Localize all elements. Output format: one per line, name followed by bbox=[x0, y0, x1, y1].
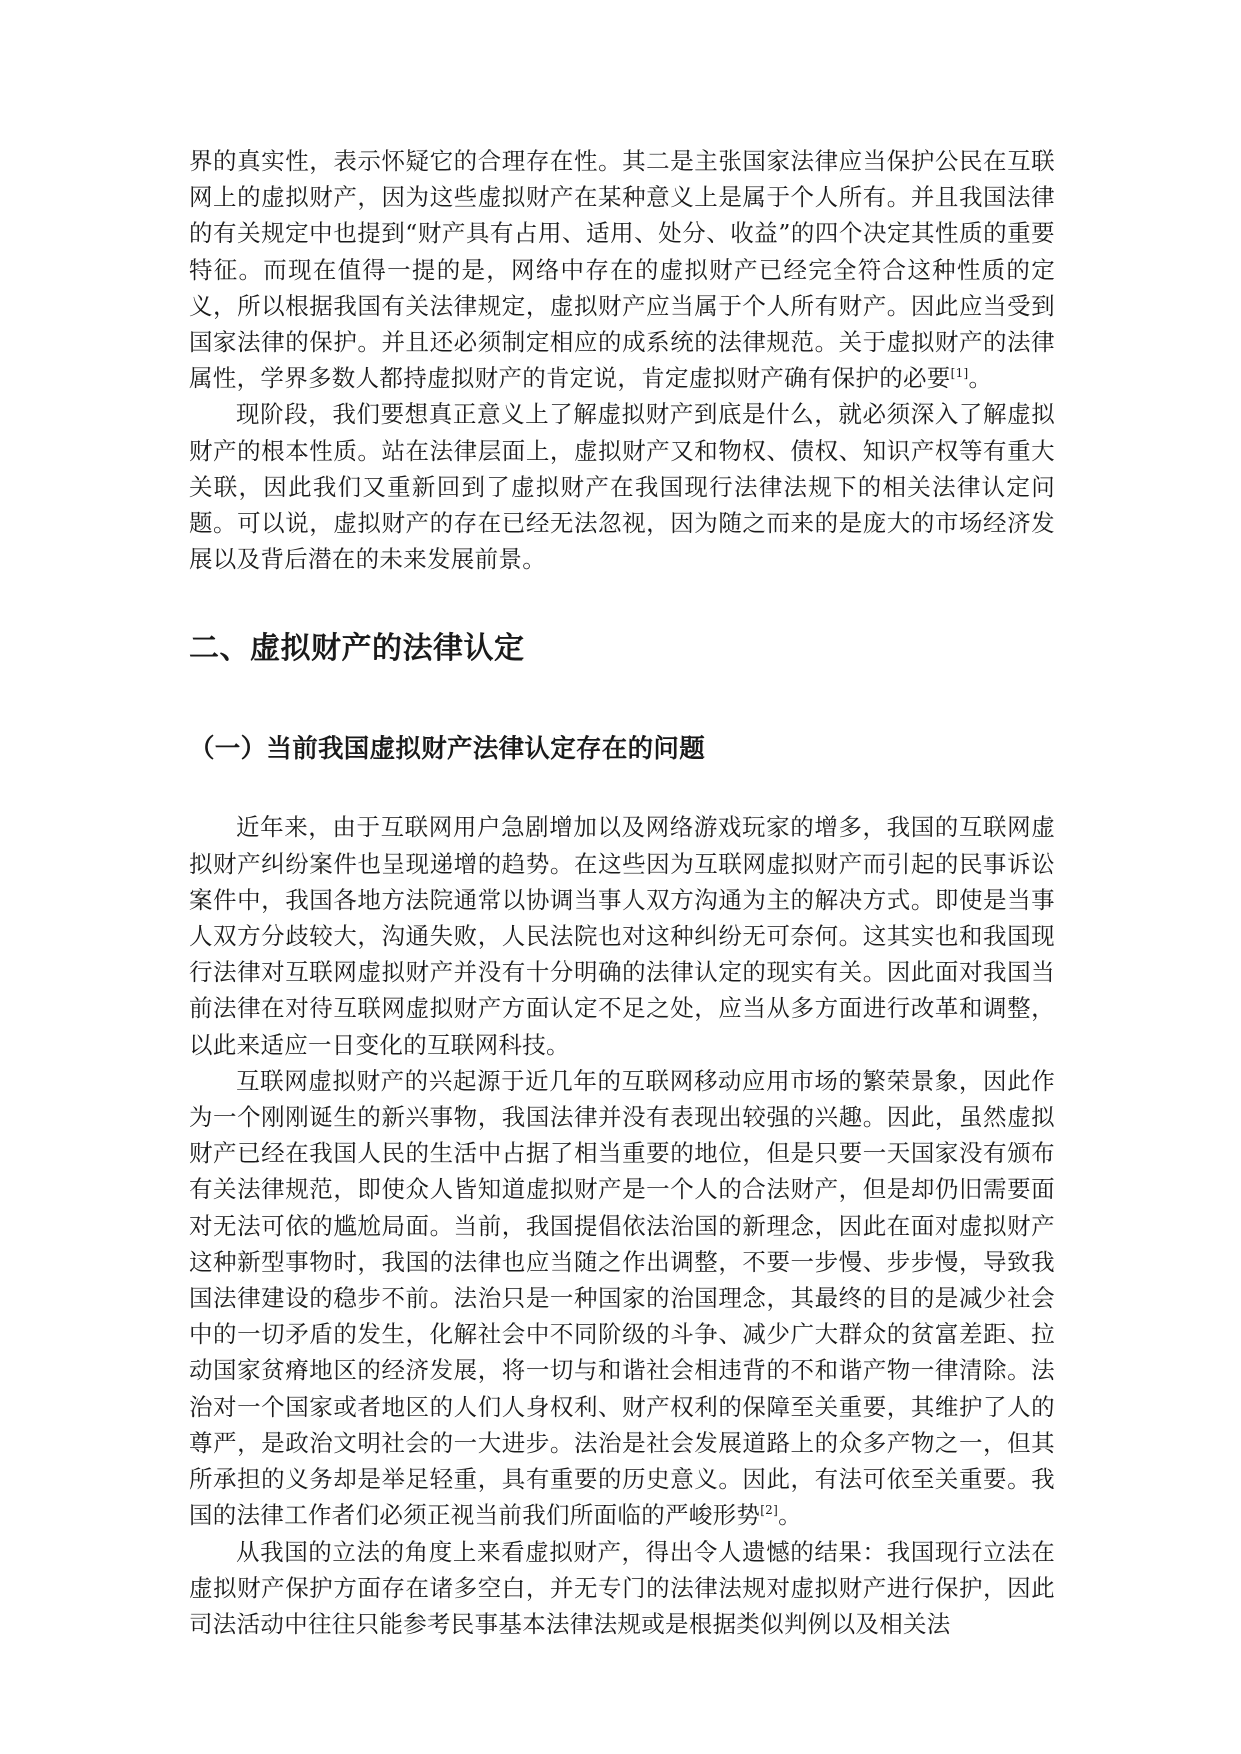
spacer bbox=[189, 577, 1055, 629]
paragraph-2 bbox=[189, 1063, 1055, 1534]
paragraph-tail: 。 bbox=[778, 1501, 802, 1530]
subsection-heading: （一）当前我国虚拟财产法律认定存在的问题 bbox=[189, 734, 706, 765]
section-heading: 二、虚拟财产的法律认定 bbox=[189, 631, 525, 667]
paragraph-continuation bbox=[189, 143, 1055, 396]
paragraph-intro-2: 现阶段，我们要想真正意义上了解虚拟财产到底是什么，就必须深入了解虚拟财产的根本性质。站在法律层面上，虚拟财产又和物权、债权、知识产权等有重大关联，因此我们又重新回到了虚拟财产在我国现行法律法规下的相关法律认定问题。可以说，虚拟财产的存在已经无法忽视，因为随之而来的是庞大的市场经济发展以及背后潜在的未来发展前景。 bbox=[189, 400, 1055, 574]
paragraph-text: 界的真实性，表示怀疑它的合理存在性。其二是主张国家法律应当保护公民在互联网上的虚拟财产，因为这些虚拟财产在某种意义上是属于个人所有。并且我国法律的有关规定中也提到“财产具有占用、适用、处分、收益”的四个决定其性质的重要特征。而现在值得一提的是，网络中存在的虚拟财产已经完全符合这种性质的定义，所以根据我国有关法律规定，虚拟财产应当属于个人所有财产。因此应当受到国家法律的保护。并且还必须制定相应的成系统的法律规范。关于虚拟财产的法律属性，学界多数人都持虚拟财产的肯定说，肯定虚拟财产确有保护的必要 bbox=[189, 147, 1055, 393]
paragraph-text: 互联网虚拟财产的兴起源于近几年的互联网移动应用市场的繁荣景象，因此作为一个刚刚诞生的新兴事物，我国法律并没有表现出较强的兴趣。因此，虽然虚拟财产已经在我国人民的生活中占据了相当重要的地位，但是只要一天国家没有颁布有关法律规范，即使众人皆知道虚拟财产是一个人的合法财产，但是却仍旧需要面对无法可依的尴尬局面。当前，我国提倡依法治国的新理念，因此在面对虚拟财产这种新型事物时，我国的法律也应当随之作出调整，不要一步慢、步步慢，导致我国法律建设的稳步不前。法治只是一种国家的治国理念，其最终的目的是减少社会中的一切矛盾的发生，化解社会中不同阶级的斗争、减少广大群众的贫富差距、拉动国家贫瘠地区的经济发展，将一切与和谐社会相违背的不和谐产物一律清除。法治对一个国家或者地区的人们人身权利、财产权利的保障至关重要，其维护了人的尊严，是政治文明社会的一大进步。法治是社会发展道路上的众多产物之一，但其所承担的义务却是举足轻重，具有重要的历史意义。因此，有法可依至关重要。我国的法律工作者们必须正视当前我们所面临的严峻形势 bbox=[189, 1066, 1055, 1530]
citation-marker: [2] bbox=[760, 1503, 779, 1518]
document-page bbox=[189, 143, 1055, 1642]
paragraph-3: 从我国的立法的角度上来看虚拟财产，得出令人遗憾的结果：我国现行立法在虚拟财产保护方面存在诸多空白，并无专门的法律法规对虚拟财产进行保护，因此司法活动中往往只能参考民事基本法律法规或是根据类似判例以及相关法 bbox=[189, 1537, 1055, 1638]
citation-marker: [1] bbox=[950, 366, 969, 381]
paragraph-tail: 。 bbox=[968, 364, 993, 393]
spacer bbox=[189, 669, 1055, 731]
paragraph-1: 近年来，由于互联网用户急剧增加以及网络游戏玩家的增多，我国的互联网虚拟财产纠纷案件也呈现递增的趋势。在这些因为互联网虚拟财产而引起的民事诉讼案件中，我国各地方法院通常以协调当事人双方沟通为主的解决方式。即使是当事人双方分歧较大，沟通失败，人民法院也对这种纠纷无可奈何。这其实也和我国现行法律对互联网虚拟财产并没有十分明确的法律认定的现实有关。因此面对我国当前法律在对待互联网虚拟财产方面认定不足之处，应当从多方面进行改革和调整，以此来适应一日变化的互联网科技。 bbox=[189, 813, 1055, 1059]
spacer bbox=[189, 767, 1055, 809]
